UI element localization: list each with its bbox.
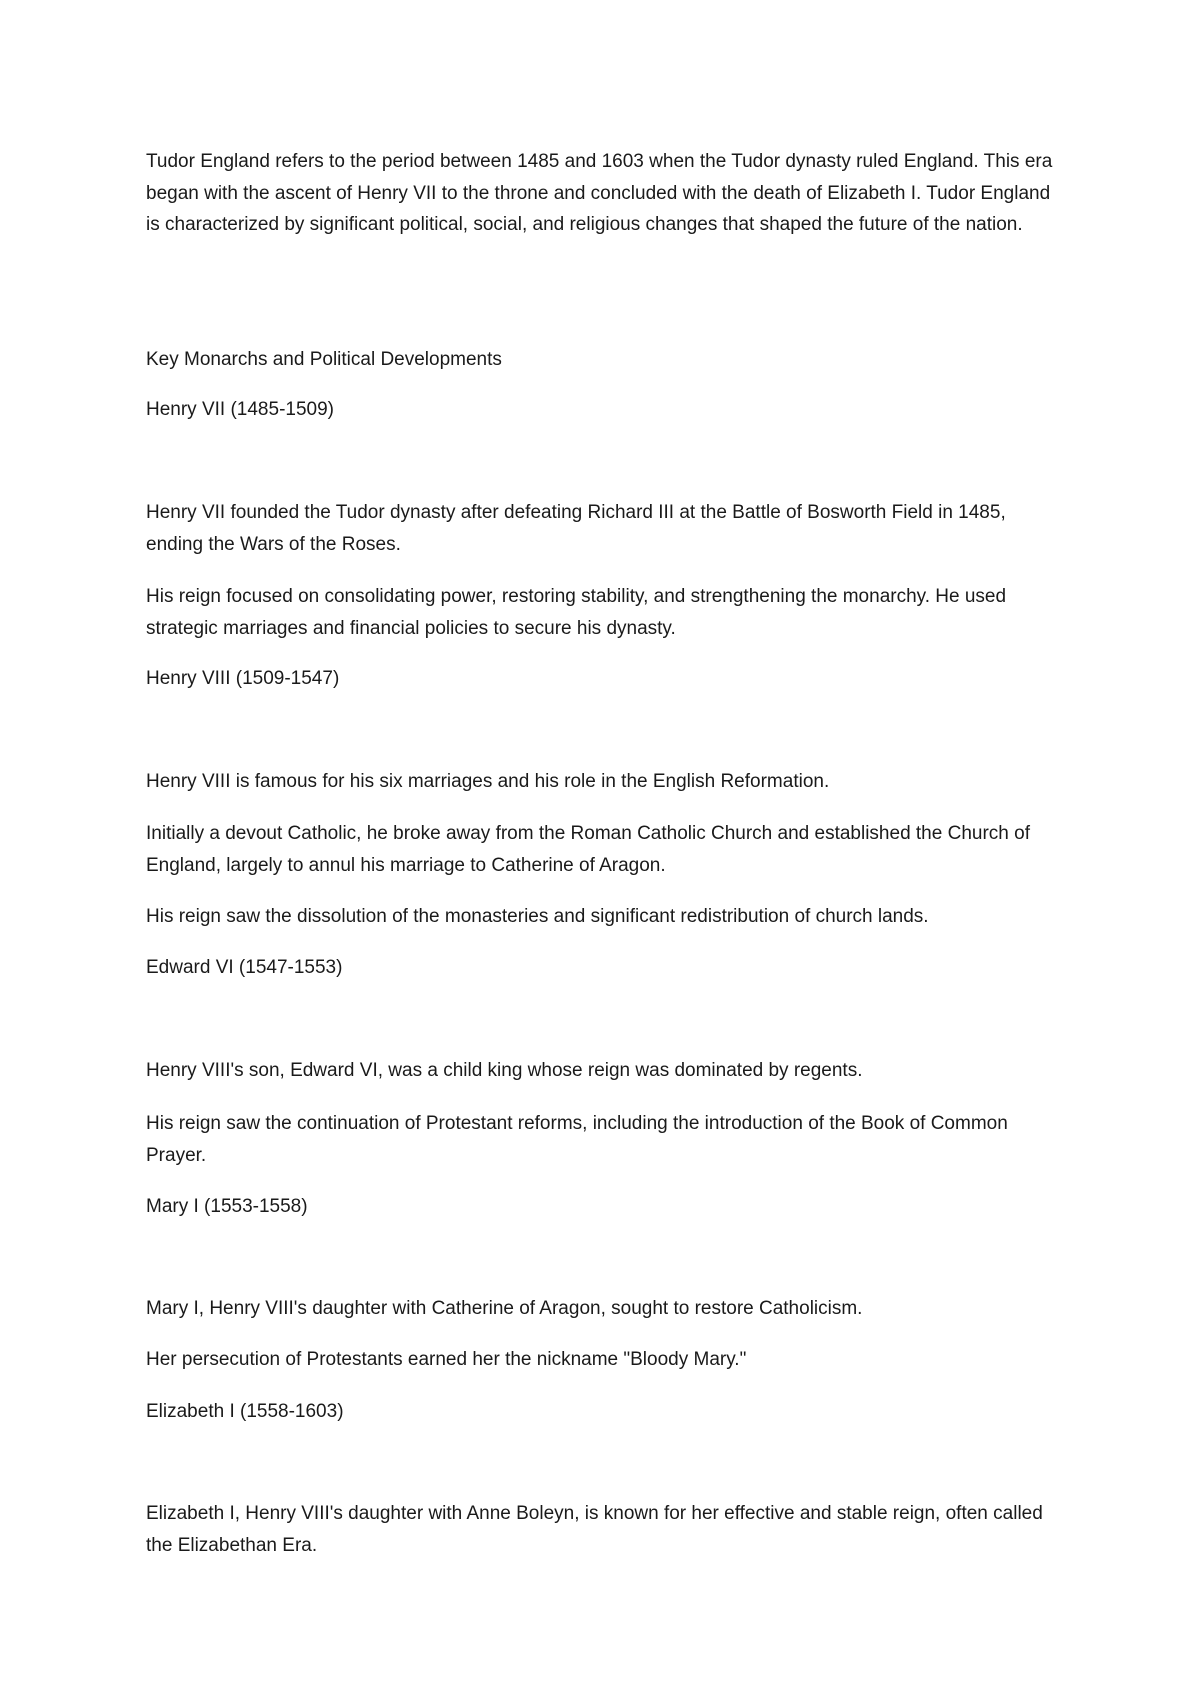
paragraph-henry-vii-1: Henry VII founded the Tudor dynasty after defeating Richard III at the Battle of Bosworth Field in 1485, ending the Wars of the Roses. [146, 502, 1006, 555]
section-heading: Key Monarchs and Political Developments [146, 349, 502, 370]
paragraph-elizabeth-i-1: Elizabeth I, Henry VIII's daughter with Anne Boleyn, is known for her effective and stable reign, often called the Elizabethan Era. [146, 1503, 1043, 1556]
monarch-heading-henry-vii: Henry VII (1485-1509) [146, 399, 334, 420]
paragraph-henry-viii-1: Henry VIII is famous for his six marriages and his role in the English Reformation. [146, 771, 830, 792]
paragraph-edward-vi-1: Henry VIII's son, Edward VI, was a child king whose reign was dominated by regents. [146, 1060, 863, 1081]
paragraph-edward-vi-2: His reign saw the continuation of Protestant reforms, including the introduction of the Book of Common Prayer. [146, 1113, 1008, 1166]
monarch-heading-elizabeth-i: Elizabeth I (1558-1603) [146, 1401, 344, 1422]
paragraph-mary-i-2: Her persecution of Protestants earned her the nickname "Bloody Mary." [146, 1349, 747, 1370]
paragraph-henry-viii-3: His reign saw the dissolution of the monasteries and significant redistribution of church lands. [146, 906, 929, 927]
monarch-heading-mary-i: Mary I (1553-1558) [146, 1196, 308, 1217]
paragraph-henry-viii-2: Initially a devout Catholic, he broke away from the Roman Catholic Church and established the Church of England, largely to annul his marriage to Catherine of Aragon. [146, 823, 1030, 876]
intro-paragraph: Tudor England refers to the period between 1485 and 1603 when the Tudor dynasty ruled England. This era began with the ascent of Henry VII to the throne and concluded with the death of Elizabeth I. Tudor England is characterized by significant political, social, and religious changes that shaped the future of the nation. [146, 151, 1053, 235]
monarch-heading-henry-viii: Henry VIII (1509-1547) [146, 668, 340, 689]
monarch-heading-edward-vi: Edward VI (1547-1553) [146, 957, 343, 978]
paragraph-mary-i-1: Mary I, Henry VIII's daughter with Catherine of Aragon, sought to restore Catholicism. [146, 1298, 863, 1319]
paragraph-henry-vii-2: His reign focused on consolidating power, restoring stability, and strengthening the monarchy. He used strategic marriages and financial policies to secure his dynasty. [146, 586, 1007, 639]
